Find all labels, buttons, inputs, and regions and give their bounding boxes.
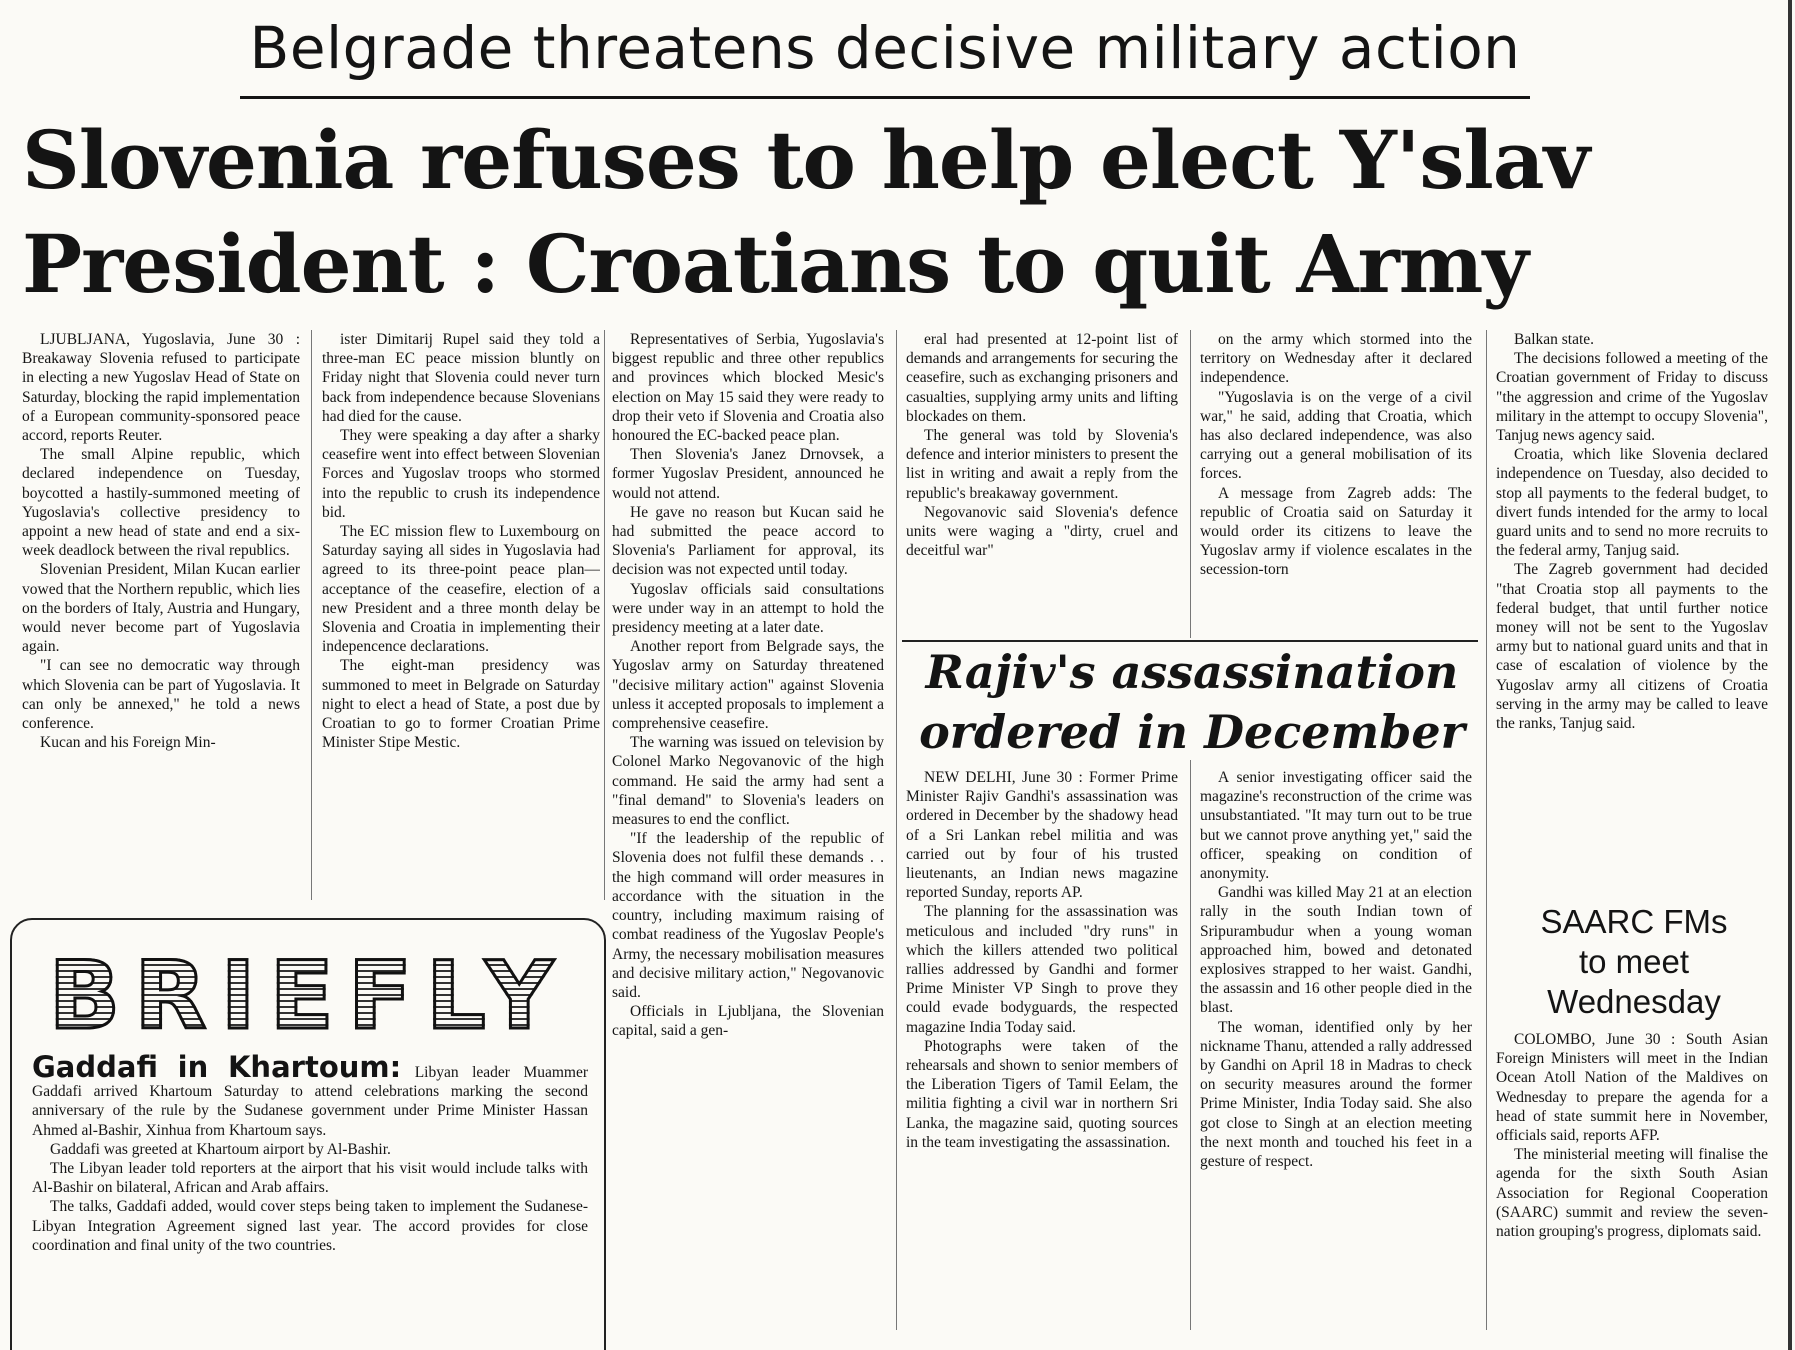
- main-col6-para: The decisions followed a meeting of the Croatian government of Friday to discuss "the aggression and crime of the Yugoslav military in the attempt to occupy Slovenia", Tanjug news agency said.: [1496, 350, 1768, 445]
- column-rule: [1190, 760, 1191, 1330]
- column-rule: [311, 330, 312, 900]
- main-col5-para: A message from Zagreb adds: The republic of Croatia said on Saturday it would order its citizens to leave the Yugoslav army if violence escalates in the secession-torn: [1200, 484, 1472, 579]
- main-col3-para: Then Slovenia's Janez Drnovsek, a former Yugoslav President, announced he would not attend.: [612, 446, 884, 502]
- main-col1-para: LJUBLJANA, Yugoslavia, June 30 : Breakaway Slovenia refused to participate in electing a new Yugoslav Head of State on Saturday, blocking the rapid implementation of a European community-sponsored peace accord, reports Reuter.: [22, 331, 300, 445]
- rajiv-col2-para: Gandhi was killed May 21 at an election rally in the south Indian town of Sripurambudur when a young woman approached him, bowed and detonated explosives strapped to her waist. Gandhi, the assassin and 16 other people died in the blast.: [1200, 884, 1472, 1017]
- main-col4-para: The general was told by Slovenia's defence and interior ministers to present the list in writing and await a reply from the republic's breakaway government.: [906, 427, 1178, 502]
- main-col5-para: on the army which stormed into the territory on Wednesday after it declared independence.: [1200, 331, 1472, 387]
- column-rule: [1190, 330, 1191, 638]
- briefly-lead-para: [32, 1050, 589, 1140]
- kicker-headline: Belgrade threatens decisive military action: [240, 4, 1530, 99]
- rajiv-column-2: [1200, 768, 1472, 1330]
- saarc-para: The ministerial meeting will finalise the agenda for the sixth South Asian Association for Regional Cooperation (SAARC) summit and review the seven-nation grouping's progress, diplomats said.: [1496, 1146, 1768, 1241]
- main-col3-para: "If the leadership of the republic of Slovenia does not fulfil these demands . . the high command will order measures in accordance with the situation in the country, including maximum raising of combat readiness of the Yugoslav People's Army, the necessary mobilisation measures and decisive military action," Negovanovic said.: [612, 830, 884, 1001]
- rajiv-col1-para: NEW DELHI, June 30 : Former Prime Minister Rajiv Gandhi's assassination was ordered in December by the shadowy head of a Sri Lankan rebel militia and was carried out by four of his trusted lieutenants, an Indian news magazine reported Sunday, reports AP.: [906, 769, 1178, 902]
- main-story-column-5: [1200, 330, 1472, 638]
- main-col6-para: The Zagreb government had decided "that Croatia stop all payments to the federal budget, that until further notice money will not be sent to the Yugoslav army but to national guard units and that in case of escalation of violence by the Yugoslav army all citizens of Croatia serving in the army may be called to leave the ranks, Tanjug said.: [1496, 561, 1768, 733]
- rajiv-col1-para: The planning for the assassination was meticulous and included "dry runs" in which the killers attended two political rallies addressed by Gandhi and former Prime Minister VP Singh to prove they could evade bodyguards, the respected magazine India Today said.: [906, 903, 1178, 1036]
- briefly-item-title: Gaddafi in Khartoum:: [32, 1050, 402, 1084]
- saarc-headline-line-1: SAARC FMs: [1540, 903, 1728, 940]
- main-headline-line-2: President : Croatians to quit Army: [22, 217, 1528, 311]
- briefly-para: The Libyan leader told reporters at the airport that his visit would include talks with Al-Bashir on bilateral, African and Arab affairs.: [32, 1160, 588, 1197]
- main-headline-line-1: Slovenia refuses to help elect Y'slav: [22, 113, 1590, 207]
- saarc-column: [1496, 1030, 1768, 1330]
- main-col6-para: Balkan state.: [1514, 331, 1595, 348]
- main-story-column-1: [22, 330, 300, 910]
- column-rule: [896, 330, 897, 1330]
- briefly-text: [32, 1050, 589, 1255]
- main-story-column-2: [322, 330, 600, 910]
- briefly-para: The talks, Gaddafi added, would cover steps being taken to implement the Sudanese-Libyan Integration Agreement signed last year. The accord provides for close coordination and final unity of the two countries.: [32, 1198, 588, 1254]
- page-edge: [1788, 0, 1792, 1350]
- main-story-column-6: [1496, 330, 1768, 890]
- rajiv-col1-para: Photographs were taken of the rehearsals and shown to senior members of the Liberation Tigers of Tamil Eelam, the militia fighting a civil war in northern Sri Lanka, the magazine said, quoting sources in the team investigating the assassination.: [906, 1037, 1178, 1151]
- main-story-column-4: [906, 330, 1178, 638]
- rajiv-column-1: [906, 768, 1178, 1330]
- main-headline: [22, 108, 1782, 316]
- saarc-headline-line-2: to meet: [1578, 943, 1690, 980]
- main-col2-para: ister Dimitarij Rupel said they told a three-man EC peace mission bluntly on Friday night that Slovenia could never turn back from independence because Slovenians had died for the cause.: [322, 331, 600, 425]
- rajiv-col2-para: A senior investigating officer said the magazine's reconstruction of the crime was unsubstantiated. "It may turn out to be true but we cannot prove anything yet," said the officer, speaking on condition of anonymity.: [1200, 769, 1472, 883]
- main-col3-para: Another report from Belgrade says, the Yugoslav army on Saturday threatened "decisive military action" against Slovenia unless it accepted proposals to implement a comprehensive ceasefire.: [612, 638, 884, 733]
- column-rule: [604, 330, 605, 900]
- briefly-para: Gaddafi was greeted at Khartoum airport by Al-Bashir.: [50, 1140, 391, 1158]
- main-col1-para: Slovenian President, Milan Kucan earlier vowed that the Northern republic, which lies on the borders of Italy, Austria and Hungary, would never become part of Yugoslavia again.: [22, 561, 300, 656]
- rajiv-col2-para: The woman, identified only by her nickname Thanu, attended a rally addressed by Gandhi on April 18 in Madras to check on security measures around the former Prime Minister, India Today said. She also got close to Singh at an election meeting the next month and touched his feet in a gesture of respect.: [1200, 1018, 1472, 1171]
- briefly-lead-text: Libyan leader Muammer Gaddafi arrived Khartoum Saturday to attend celebrations marking the second anniversary of the rule by the Sudanese government under Prime Minister Hassan Ahmed al-Bashir, Xinhua from Khartoum says.: [32, 1064, 589, 1139]
- saarc-headline: [1498, 902, 1770, 1022]
- main-col4-para: eral had presented at 12-point list of demands and arrangements for securing the ceasefire, such as exchanging prisoners and casualties, supplying army units and lifting blockades on them.: [906, 331, 1178, 425]
- briefly-logo: BRIEFLY: [36, 952, 580, 1042]
- rajiv-headline-line-2: ordered in December: [919, 705, 1465, 759]
- main-col2-para: The eight-man presidency was summoned to meet in Belgrade on Saturday night to elect a head of State, a post due by Croatian to go to former Croatian Prime Minister Stipe Mestic.: [322, 657, 600, 752]
- main-col1-para: The small Alpine republic, which declared independence on Tuesday, boycotted a hastily-summoned meeting of Yugoslavia's collective presidency to appoint a new head of state and end a six-week deadlock between the rival republics.: [22, 446, 300, 560]
- main-col3-para: Yugoslav officials said consultations were under way in an attempt to hold the presidency meeting at a later date.: [612, 580, 884, 637]
- main-col1-para: "I can see no democratic way through which Slovenia can be part of Yugoslavia. It can only be annexed," he told a news conference.: [22, 657, 300, 733]
- main-col4-para: Negovanovic said Slovenia's defence units were waging a "dirty, cruel and deceitful war": [906, 503, 1178, 560]
- main-col2-para: They were speaking a day after a sharky ceasefire went into effect between Slovenian Forces and Yugoslav troops who stormed into the republic to crush its independence bid.: [322, 427, 600, 521]
- main-story-column-3: [612, 330, 884, 1330]
- saarc-para: COLOMBO, June 30 : South Asian Foreign Ministers will meet in the Indian Ocean Atoll Nation of the Maldives on Wednesday to prepare the agenda for a head of state summit here in November, officials said, reports AFP.: [1496, 1031, 1768, 1145]
- briefly-box: [10, 918, 606, 1350]
- main-col3-para: He gave no reason but Kucan said he had submitted the peace accord to Slovenia's Parliament for approval, its decision was not expected until today.: [612, 503, 884, 579]
- main-col1-para: Kucan and his Foreign Min-: [40, 734, 216, 752]
- saarc-headline-line-3: Wednesday: [1547, 983, 1721, 1020]
- main-col6-para: Croatia, which like Slovenia declared independence on Tuesday, also decided to stop all payments to the federal budget, to divert funds intended for the army to local guard units and to send no more recruits to the federal army, Tanjug said.: [1496, 446, 1768, 560]
- main-col2-para: The EC mission flew to Luxembourg on Saturday saying all sides in Yugoslavia had agreed to its three-point peace plan— acceptance of the ceasefire, election of a new President and a three month delay be Slovenia and Croatia in implementing their indepencence declarations.: [322, 523, 600, 656]
- rajiv-headline: [902, 642, 1482, 762]
- column-rule: [1486, 330, 1487, 1330]
- main-col5-para: "Yugoslavia is on the verge of a civil war," he said, adding that Croatia, which has also declared independence, was also carrying out a general mobilisation of its forces.: [1200, 388, 1472, 483]
- rajiv-headline-line-1: Rajiv's assassination: [925, 645, 1459, 699]
- main-col3-para: The warning was issued on television by Colonel Marko Negovanovic of the high command. He said the army had sent a "final demand" to Slovenia's leaders on measures to end the conflict.: [612, 734, 884, 829]
- main-col3-para: Officials in Ljubljana, the Slovenian capital, said a gen-: [612, 1003, 884, 1040]
- main-col3-para: Representatives of Serbia, Yugoslavia's biggest republic and three other republics and provinces which blocked Mesic's election on May 15 said they were ready to drop their veto if Slovenia and Croatia also honoured the EC-backed peace plan.: [612, 331, 884, 445]
